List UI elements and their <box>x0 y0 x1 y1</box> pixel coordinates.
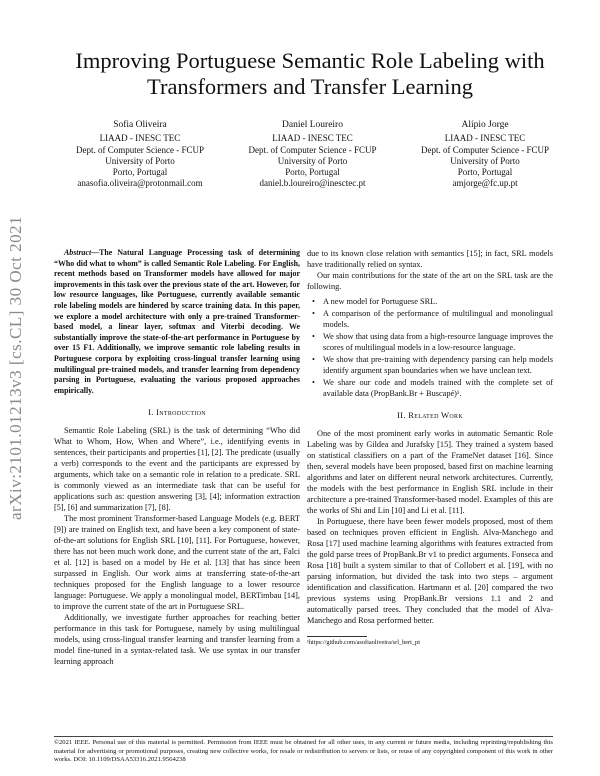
arxiv-identifier: arXiv:2101.01213v3 [cs.CL] 30 Oct 2021 <box>6 215 25 520</box>
author-univ: University of Porto <box>450 155 520 166</box>
list-item: • A comparison of the performance of multilingual and monolingual models. <box>321 308 553 330</box>
section-heading-introduction: I. Introduction <box>148 407 206 418</box>
author-dept: Dept. of Computer Science - FCUP <box>421 144 550 155</box>
author-dept: Dept. of Computer Science - FCUP <box>75 144 204 155</box>
author-1 <box>55 120 225 190</box>
abstract-text: —The Natural Language Processing task of determining “Who did what to whom” is called Semantic Role Labeling. For English, recent methods based on Transformer models have allowed for major improvements in this task over the previous state of the art. However, for low resource languages, like Portuguese, currently available semantic role labeling models are hindered by scarce training data. In this paper, we explore a model architecture with only a pre-trained Transformer-based model, a linear layer, softmax and Viterbi decoding. We substantially improve the state-of-the-art performance in Portuguese by over 15 F1. Additionally, we improve semantic role labeling results in Portuguese corpora by exploiting cross-lingual transfer learning using multilingual pre-trained models, and transfer learning from dependency parsing in Portuguese, evaluating the various proposed approaches empirically. <box>54 248 300 395</box>
author-city: Porto, Portugal <box>457 167 513 178</box>
author-email[interactable]: amjorge@fc.up.pt <box>452 178 518 189</box>
copyright-notice: ©2021 IEEE. Personal use of this material is permitted. Permission from IEEE must be obtained for all other uses, in any current or future media, including reprinting/republishing this material for advertising or promotional purposes, creating new collective works, for resale or redistribution to servers or lists, or reuse of any copyrighted component of this work in other works. DOI: 10.1109/DSAA53316.2021.9564238 <box>54 736 553 765</box>
author-lab: LIAAD - INESC TEC <box>272 133 353 144</box>
author-name: Daniel Loureiro <box>282 120 343 130</box>
paragraph: Additionally, we investigate further approaches for reaching better performance in this task for Portuguese, namely by using multilingual models, using cross-lingual transfer learning and transfer learning from a model fine-tuned in a syntax-related task. We use syntax in our transfer learning approach <box>54 613 300 667</box>
paragraph-continuation: due to its known close relation with semantics [15]; in fact, SRL models have traditionally relied on syntax. <box>307 249 553 269</box>
section-heading-related-work: II. Related Work <box>397 410 463 420</box>
footnote-divider <box>307 636 367 637</box>
list-item: • We show that pre-training with dependency parsing can help models identify argument span boundaries when we have unclean text. <box>321 354 553 376</box>
paragraph: The most prominent Transformer-based Language Models (e.g. BERT [9]) are trained on English text, and have been a key component of state-of-the-art solutions for English SRL [10], [11]. For Portuguese, however, there has not been much work done, and the current state of the art, Falci et al. [12] is based on a model by He et al. [13] that has since been surpassed in English. Our work aims at transferring state-of-the-art techniques proposed for the English language to a lower resource language: Portuguese. We apply a monolingual model, BERTimbau [14], to improve the current state of the art in Portuguese SRL. <box>54 514 300 612</box>
author-lab: LIAAD - INESC TEC <box>444 133 526 144</box>
list-item: • We show that using data from a high-resource language improves the scores of multilingual models in a low-resource language. <box>321 331 553 353</box>
author-city: Porto, Portugal <box>285 167 340 178</box>
paper-title: Improving Portuguese Semantic Role Labeling with Transformers and Transfer Learning <box>75 48 545 99</box>
paragraph: One of the most prominent early works in automatic Semantic Role Labeling was by Gildea and Jurafsky [15]. They trained a system based on statistical classifiers on a part of the FrameNet dataset [16]. Since then, several models have been proposed, based first on machine learning algorithms and later on different neural network architectures. Currently, the models with the best performance in English SRL include in their architecture a pre-trained Transformer-based model. Examples of this are the works of Shi and Lin [10] and Li et al. [11]. <box>307 429 553 515</box>
abstract <box>54 248 300 396</box>
author-univ: University of Porto <box>105 155 175 166</box>
author-3 <box>400 120 570 190</box>
paragraph: Our main contributions for the state of the art on the SRL task are the following. <box>307 271 553 291</box>
abstract-label: Abstract <box>64 248 92 257</box>
left-column <box>54 248 300 667</box>
author-block <box>55 120 570 190</box>
list-item: • We share our code and models trained with the complete set of available data (PropBank.Br + Buscapé)¹. <box>321 377 553 399</box>
author-name: Sofia Oliveira <box>113 120 167 130</box>
contributions-list <box>307 296 553 399</box>
author-email[interactable]: anasofia.oliveira@protonmail.com <box>77 178 203 189</box>
author-dept: Dept. of Computer Science - FCUP <box>248 144 377 155</box>
paragraph: In Portuguese, there have been fewer models proposed, most of them based on techniques proven efficient in English. Alva-Manchego and Rosa [17] used machine learning algorithms with features extracted from the gold parse trees of PropBank.Br v1 to predict arguments. Fonseca and Rosa [18] built a system similar to that of Collobert et al. [19], with no parsing information, but divided the task into two steps – argument identification and classification. Hartmann et al. [20] compared the two previous systems using PropBank.Br versions 1.1 and 2 and automatically parsed trees. They concluded that the model of Alva-Manchego and Rosa performed better. <box>307 517 553 625</box>
author-email[interactable]: daniel.b.loureiro@inesctec.pt <box>259 178 366 189</box>
author-lab: LIAAD - INESC TEC <box>99 133 181 144</box>
list-item: • A new model for Portuguese SRL. <box>321 296 553 307</box>
author-city: Porto, Portugal <box>112 167 168 178</box>
paragraph: Semantic Role Labeling (SRL) is the task of determining “Who did What to Whom, How, When and Where”, i.e., identifying events in sentences, their participants and properties [1], [2]. The predicate (usually a verb) corresponds to the event and the participants are expressed by arguments, which take on a semantic role in relation to a predicate. SRL is commonly viewed as an intermediate task that can be useful for applications such as: question answering [3], [4]; information extraction [5], [6] and summarization [7], [8]. <box>54 426 300 513</box>
author-2 <box>228 120 398 190</box>
author-univ: University of Porto <box>277 155 348 166</box>
author-name: Alípio Jorge <box>461 120 509 130</box>
footnote[interactable]: ¹https://github.com/asofiaoliveira/srl_bert_pt <box>307 639 420 646</box>
right-column <box>307 248 553 647</box>
